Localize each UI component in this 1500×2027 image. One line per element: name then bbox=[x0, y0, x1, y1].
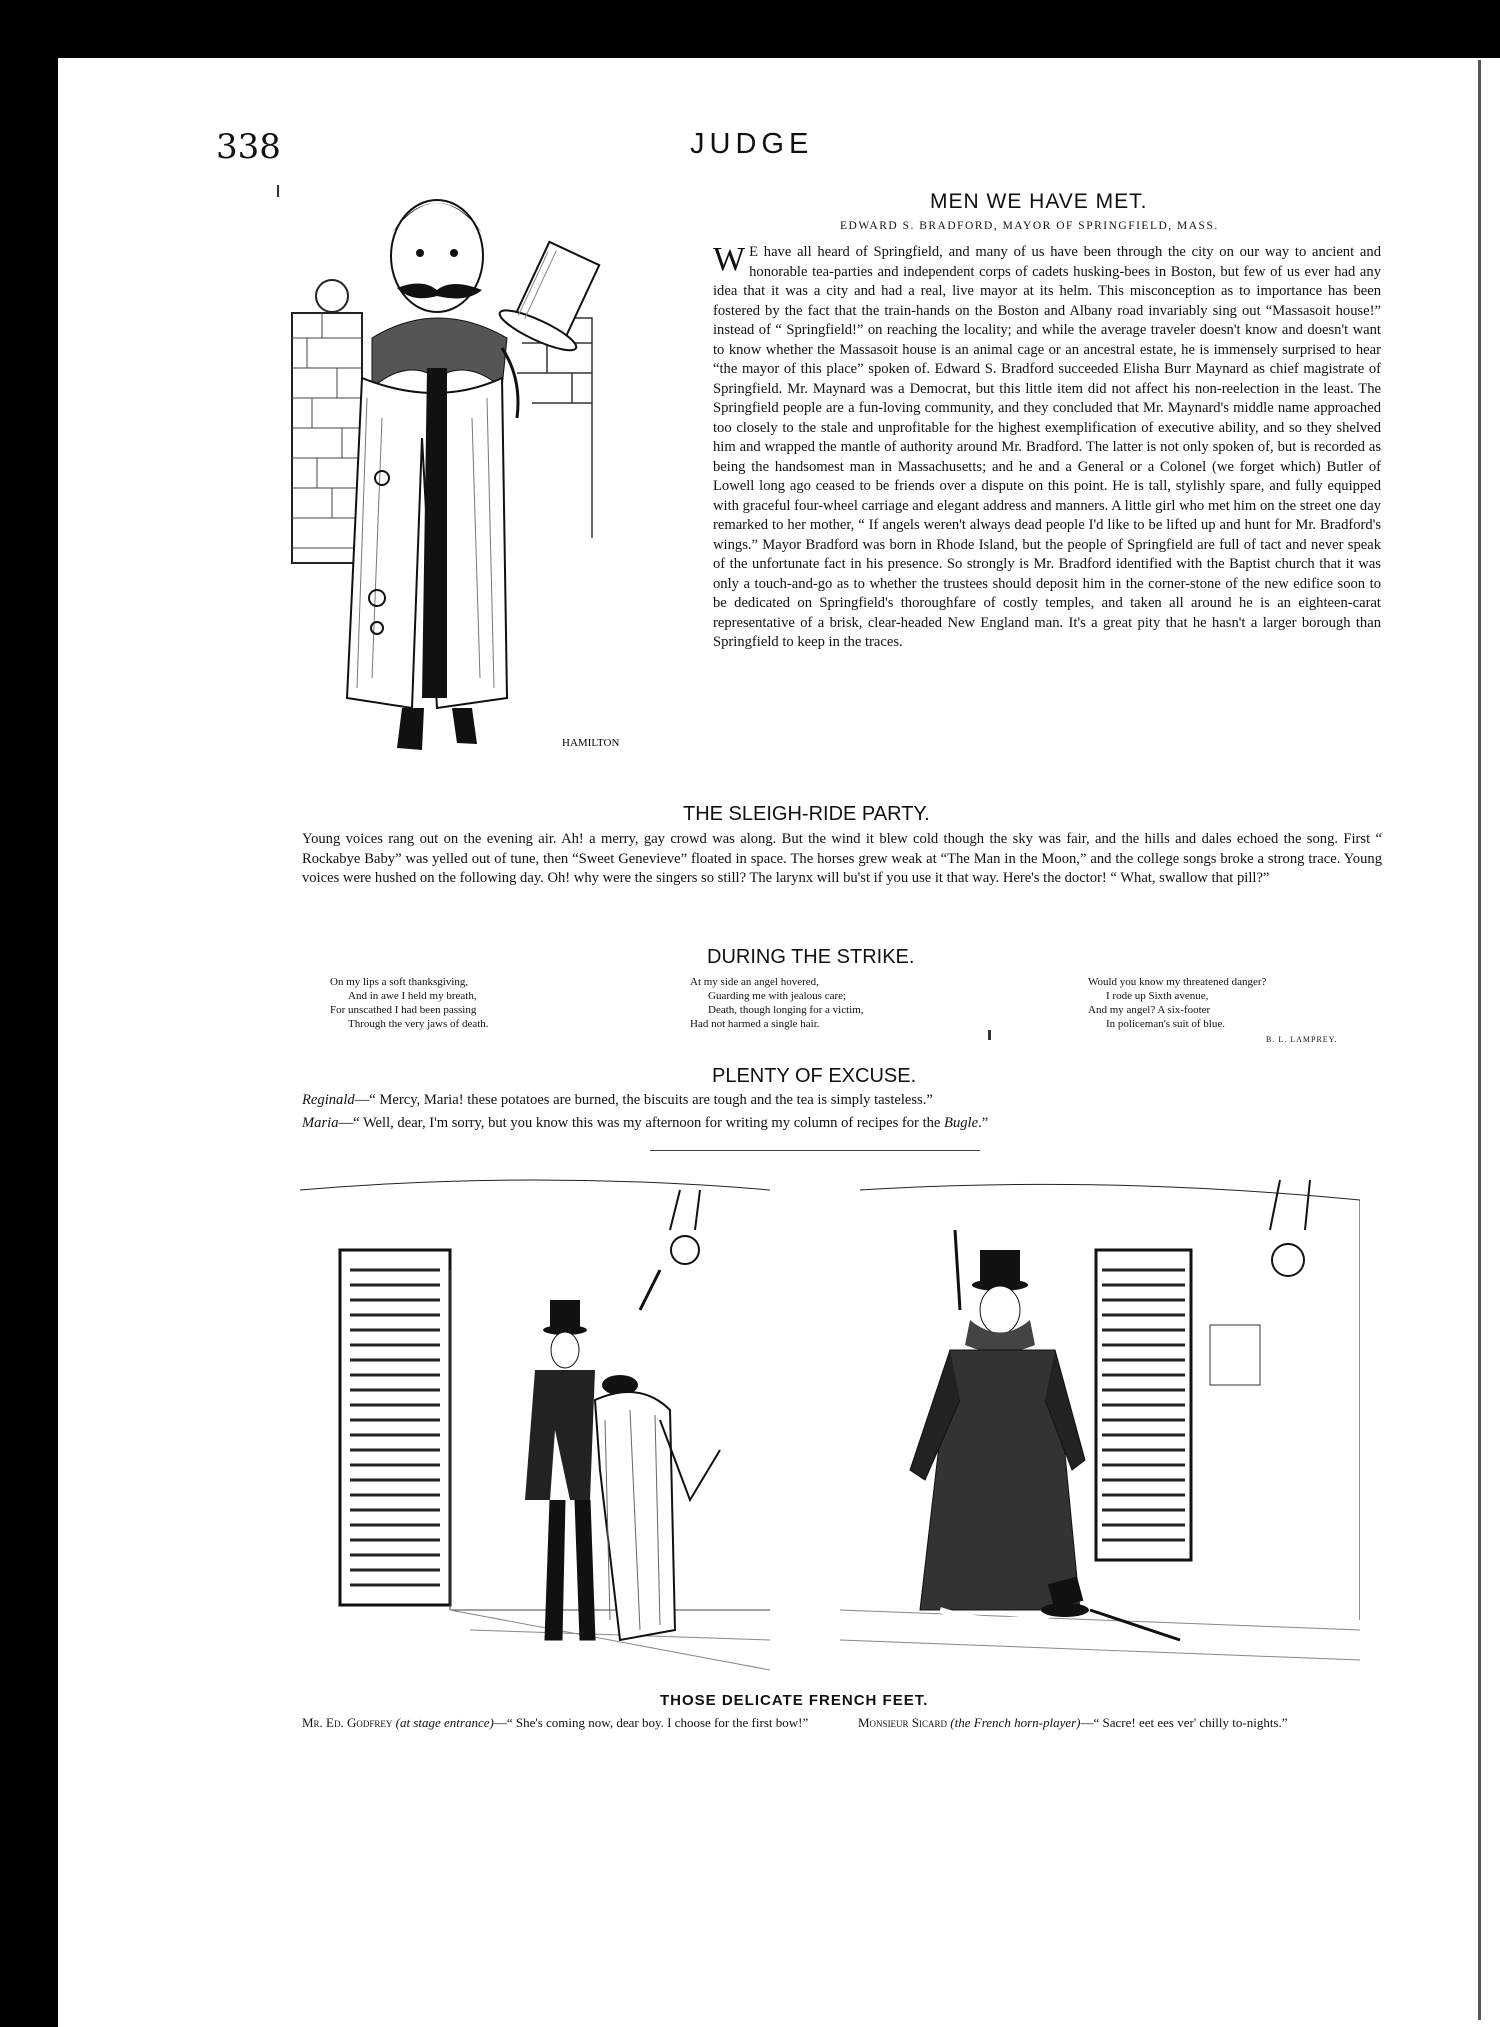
poem-attribution: B. L. LAMPREY. bbox=[1266, 1035, 1338, 1044]
page-number: 338 bbox=[216, 127, 281, 167]
cartoon-left-illustration bbox=[300, 1170, 770, 1680]
speaker-reginald: Reginald bbox=[302, 1092, 355, 1108]
portrait-illustration bbox=[262, 178, 692, 758]
margin-mark bbox=[988, 1030, 991, 1040]
poem-stanza-3: Would you know my threatened danger? I rode up Sixth avenue, And my angel? A six-footer In policeman's suit of blue. bbox=[1088, 976, 1267, 1030]
cartoon-caption-left: Mr. Ed. Godfrey (at stage entrance)—“ She's coming now, dear boy. I choose for the first bow!” bbox=[302, 1715, 809, 1730]
poem-stanza-1: On my lips a soft thanksgiving, And in awe I held my breath, For unscathed I had been passing Through the very jaws of death. bbox=[330, 976, 489, 1030]
dialog-line-2: Maria—“ Well, dear, I'm sorry, but you know this was my afternoon for writing my column of recipes for the Bugle.” bbox=[302, 1115, 989, 1131]
sleigh-ride-body: Young voices rang out on the evening air. Ah! a merry, gay crowd was along. But the wind it blew cold though the sky was fair, and the hills and dales echoed the song. First “ Rockabye Baby” was yelled out of tune, then “Sweet Genevieve” floated in space. The horses grew weak at “The Man in the Moon,” and the college songs broke a strong trace. Young voices were hushed on the following day. Oh! why were the singers so still? The larynx will bu'st if you use it that way. Here's the doctor! “ What, swallow that pill?” bbox=[302, 831, 1382, 886]
sleigh-ride-title: THE SLEIGH-RIDE PARTY. bbox=[683, 803, 930, 825]
article-text: E have all heard of Springfield, and many of us have been through the city on our way to ancient and honorable tea-parties and independent corps of cadets husking-bees in Boston, but few of us ever had any idea that it was a city and had a real, live mayor at its helm. This misconception as to importance has been fostered by the fact that the train-hands on the Boston and Albany road invariably sing out “Massasoit house!” instead of “ Springfield!” on reaching the locality; and while the average traveler doesn't know and doesn't want to know whether the Massasoit house is an animal cage or an ancestral estate, he is immensely surprised to hear “the mayor of this place” spoken of. Edward S. Bradford succeeded Elisha Burr Maynard as chief magistrate of Springfield. Mr. Maynard was a Democrat, but this little item did not affect his non-reelection in the least. The Springfield people are a fun-loving community, and they concluded that Mr. Maynard's middle name approached too closely to the stale and unprofitable for the highest exemplification of executive ability, and so they shelved him and wrapped the mantle of authority around Mr. Bradford. The latter is not only spoken of, but is recorded as being the handsomest man in Massachusetts; and he and a General or a Colonel (we forget which) Butler of Lowell long ago ceased to be friends over a dispute on this point. He is tall, stylishly spare, and fully equipped with graceful four-wheel carriage and elegant address and manners. A little girl who met him on the street one day remarked to her mother, “ If angels weren't always dead people I'd like to be lifted up and hunt for Mr. Bradford's wings.” Mayor Bradford was born in Rhode Island, but the people of Springfield are full of tact and never speak of the unfortunate fact in his presence. So strongly is Mr. Bradford identified with the Baptist church that it was only a touch-and-go as to whether the trustees should deposit him in the corner-stone of the new edifice soon to be dedicated on Springfield's thoroughfare of costly temples, and taken all around he is an eighteen-carat representative of a brisk, clear-headed New England man. It's a great pity that he hasn't a larger borough than Springfield to keep in the traces. bbox=[713, 244, 1381, 650]
cartoon-right-illustration bbox=[840, 1170, 1360, 1680]
article-body bbox=[713, 243, 1381, 653]
masthead: JUDGE bbox=[690, 128, 814, 160]
poem-stanza-2: At my side an angel hovered, Guarding me with jealous care; Death, though longing for a victim, Had not harmed a single hair. bbox=[690, 976, 864, 1030]
artist-signature: HAMILTON bbox=[562, 737, 620, 749]
article-title: MEN WE HAVE MET. bbox=[930, 190, 1148, 213]
drop-cap: W bbox=[713, 241, 746, 278]
dialog-line-1: Reginald—“ Mercy, Maria! these potatoes are burned, the biscuits are tough and the tea is simply tasteless.” bbox=[302, 1092, 933, 1108]
watermark-brand: comicbooks.com bbox=[1220, 1985, 1466, 2018]
excuse-title: PLENTY OF EXCUSE. bbox=[712, 1065, 917, 1087]
scan-top-border bbox=[58, 0, 1500, 58]
page-edge-line bbox=[1478, 60, 1481, 2020]
cartoon-title: THOSE DELICATE FRENCH FEET. bbox=[660, 1692, 929, 1709]
article-subtitle: EDWARD S. BRADFORD, MAYOR OF SPRINGFIELD, MASS. bbox=[840, 220, 1219, 232]
page-edge bbox=[1470, 58, 1500, 2027]
margin-mark bbox=[277, 185, 279, 197]
speaker-maria: Maria bbox=[302, 1115, 339, 1131]
cartoon-caption-right: Monsieur Sicard (the French horn-player)—“ Sacre! eet ees ver' chilly to-nights.” bbox=[858, 1715, 1288, 1730]
section-divider bbox=[650, 1150, 980, 1151]
strike-poem-title: DURING THE STRIKE. bbox=[707, 946, 915, 968]
